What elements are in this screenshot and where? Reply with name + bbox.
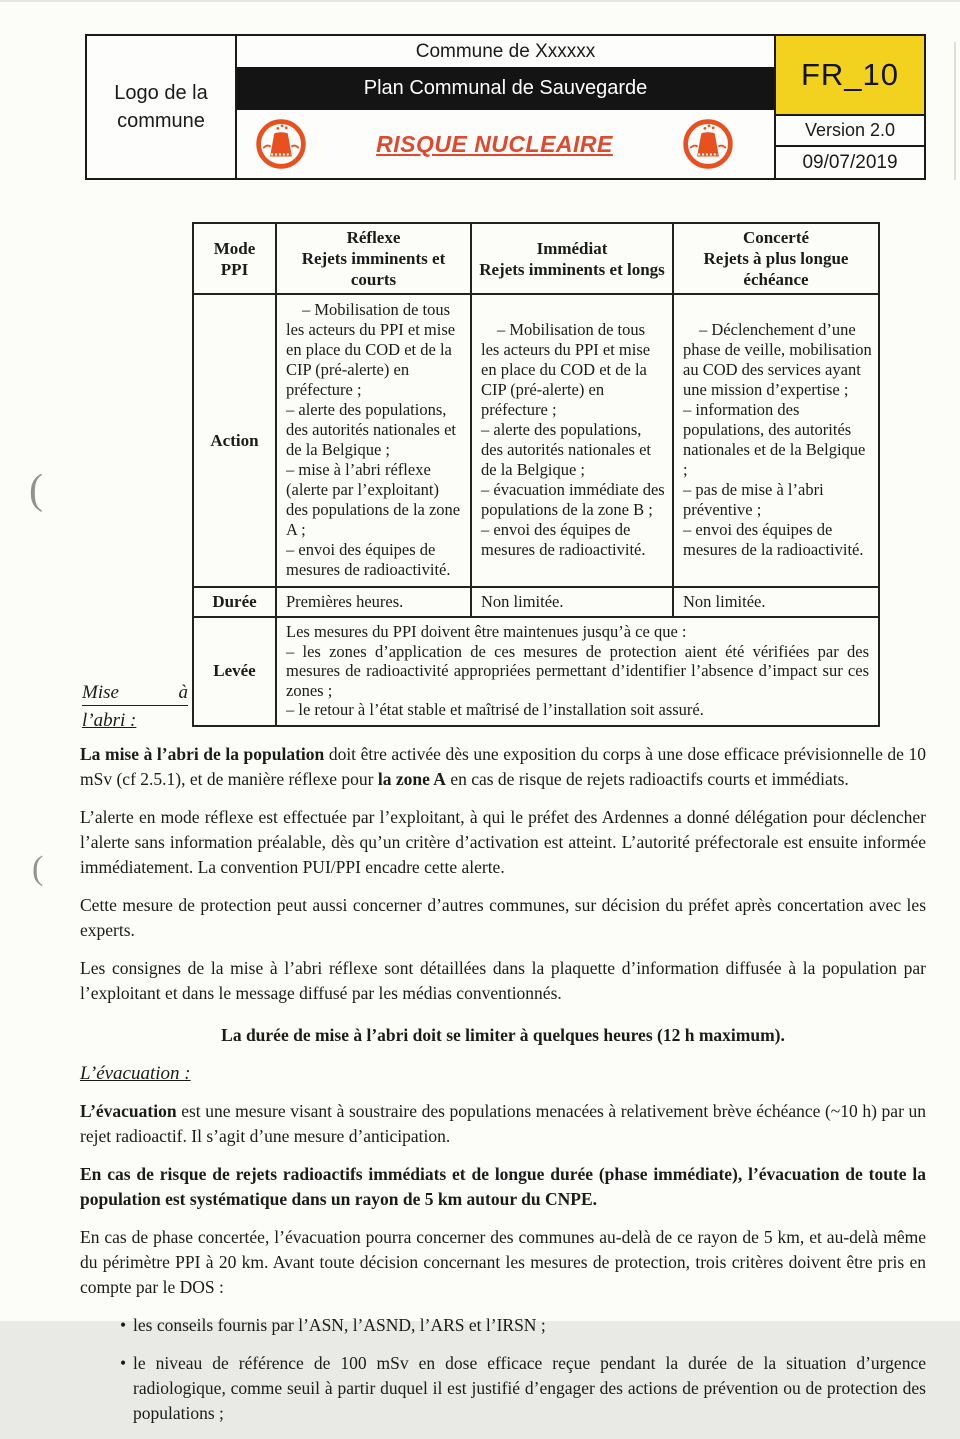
col-header-line: Rejets imminents et longs [479,259,665,279]
action-item: – Mobilisation de tous les acteurs du PPI et mise en place du COD et de la CIP (pré-alerte) en préfecture ; [481,320,651,419]
callout-duree-max: La durée de mise à l’abri doit se limiter à quelques heures (12 h maximum). [221,1025,785,1045]
heading-line: l’abri : [82,710,137,731]
paragraph-evacuation-3: En cas de phase concertée, l’évacuation pourra concerner des communes au-delà de ce rayon de 5 km, et au-delà même du périmètre PPI à 20 km. Avant toute décision concernant les mesures de protection, trois critères doivent être pris en compte par le DOS : [80,1227,926,1297]
col-header-line: Rejets imminents et courts [301,249,446,289]
scan-artifact-parenthesis: ( [29,467,43,513]
paragraph-evacuation-1 [80,1099,926,1149]
plan-banner: Plan Communal de Sauvegarde [237,67,774,110]
duree-cell-concerte: Non limitée. [673,587,879,617]
action-item: – alerte des populations, des autorités nationales et de la Belgique ; [286,400,456,459]
col-header-line: Immédiat [536,238,608,258]
col-header-line: Rejets à plus longue échéance [703,249,849,289]
table-header-row [193,223,879,294]
action-item: – mise à l’abri réflexe (alerte par l’exploitant) des populations de la zone A ; [286,460,461,539]
ppi-modes-table [192,222,880,727]
action-item: – envoi des équipes de mesures de la radioactivité. [683,520,864,559]
col-header-line: Concerté [742,228,810,247]
col-header-line: Réflexe [346,228,401,247]
bold-phrase: L’évacuation [80,1101,177,1121]
scan-artifact-parenthesis: ( [32,850,44,887]
action-item: – Déclenchement d’une phase de veille, mobilisation au COD des services ayant une mission d’expertise ; [683,320,872,399]
heading-word: Mise [82,682,119,703]
col-header-reflexe [276,223,471,294]
levee-line: Les mesures du PPI doivent être maintenues jusqu’à ce que : [286,622,687,641]
action-item: – évacuation immédiate des populations de la zone B ; [481,480,665,519]
risk-title: RISQUE NUCLEAIRE [376,130,613,157]
action-item: – pas de mise à l’abri préventive ; [683,480,824,519]
paragraph-mise-abri-3: Cette mesure de protection peut aussi concerner d’autres communes, sur décision du préfet après concertation avec les experts. [80,895,926,940]
action-item: – alerte des populations, des autorités nationales et de la Belgique ; [481,420,651,479]
row-label-action: Action [193,294,276,587]
action-cell-concerte [673,294,879,587]
levee-line: – les zones d’application de ces mesures de protection aient été vérifiées par des mesures de radioactivité appropriées permettant d’identifier l’absence d’impact sur ces zones ; [286,641,869,700]
scan-right-edge-artifact [954,42,956,180]
action-item: – information des populations, des autorités nationales et de la Belgique ; [683,400,866,479]
table-row-duree [193,587,879,617]
levee-line: – le retour à l’état stable et maîtrisé de l’installation soit assuré. [286,700,704,719]
table-row-action [193,294,879,587]
duree-cell-immediat: Non limitée. [471,587,673,617]
action-item: – Mobilisation de tous les acteurs du PPI et mise en place du COD et de la CIP (pré-alerte) en préfecture ; [286,300,456,399]
col-header-immediat [471,223,673,294]
row-label-duree: Durée [193,587,276,617]
doc-code-badge: FR_10 [776,36,924,116]
paragraph-mise-abri-1 [80,742,926,792]
header-right-cell [776,36,924,178]
commune-title: Commune de Xxxxxx [415,40,596,62]
commune-logo-placeholder: Logo de la commune [87,36,237,178]
paragraph-evacuation-2-bold: En cas de risque de rejets radioactifs immédiats et de longue durée (phase immédiate), l’évacuation de toute la population est systématique dans un rayon de 5 km autour du CNPE. [80,1164,926,1209]
risk-title-row [237,110,774,178]
levee-cell [276,617,879,726]
header-center-cell [237,36,776,178]
col-header-concerte [673,223,879,294]
bold-phrase: la zone A [377,769,446,789]
bullet-item-conseils: • les conseils fournis par l’ASN, l’ASND, l’ARS et l’IRSN ; [120,1313,926,1338]
document-header [85,34,926,180]
col-header-line: PPI [220,259,249,279]
bold-phrase: La mise à l’abri de la population [80,744,325,764]
text-run: est une mesure visant à soustraire des populations menacées à relativement brève échéance (~10 h) par un rejet radioactif. Il s’agit d’une mesure d’anticipation. [80,1101,926,1146]
section-heading-evacuation: L’évacuation : [80,1063,191,1084]
scan-top-edge-artifact [0,0,960,2]
action-item: – envoi des équipes de mesures de radioactivité. [481,520,646,559]
table-row-levee [193,617,879,726]
heading-line [82,682,188,706]
col-header-mode [193,223,276,294]
doc-date: 09/07/2019 [802,151,898,173]
paragraph-mise-abri-4: Les consignes de la mise à l’abri réflexe sont détaillées dans la plaquette d’information diffusée à la population par l’exploitant et dans le message diffusé par les médias conventionnés. [80,958,926,1003]
section-heading-mise-a-labri [82,682,188,732]
action-item: – envoi des équipes de mesures de radioactivité. [286,540,451,579]
action-cell-immediat [471,294,673,587]
action-cell-reflexe [276,294,471,587]
col-header-line: Mode [213,238,256,258]
bullet-item-niveau-reference: • le niveau de référence de 100 mSv en dose efficace reçue pendant la durée de la situation d’urgence radiologique, comme seuil à partir duquel il est justifié d’engager des actions de prévention ou de protection des populations ; [120,1351,926,1426]
text-run: en cas de risque de rejets radioactifs courts et immédiats. [445,769,849,789]
nuclear-plant-icon-right [682,118,734,170]
text-run: doit être activée dès une exposition du corps à une dose efficace prévisionnelle de 10 mSv (cf 2.5.1), et de manière réflexe pour [80,744,926,789]
heading-word: à [178,682,188,703]
row-label-levee: Levée [193,617,276,726]
doc-version: Version 2.0 [776,116,924,147]
duree-cell-reflexe: Premières heures. [276,587,471,617]
paragraph-mise-abri-2: L’alerte en mode réflexe est effectuée par l’exploitant, à qui le préfet des Ardennes a donné délégation pour déclencher l’alerte sans information préalable, dès qu’un critère d’activation est atteint. L’autorité préfectorale est ensuite informée immédiatement. La convention PUI/PPI encadre cette alerte. [80,807,926,877]
nuclear-plant-icon-left [255,118,307,170]
document-body [80,742,926,1439]
